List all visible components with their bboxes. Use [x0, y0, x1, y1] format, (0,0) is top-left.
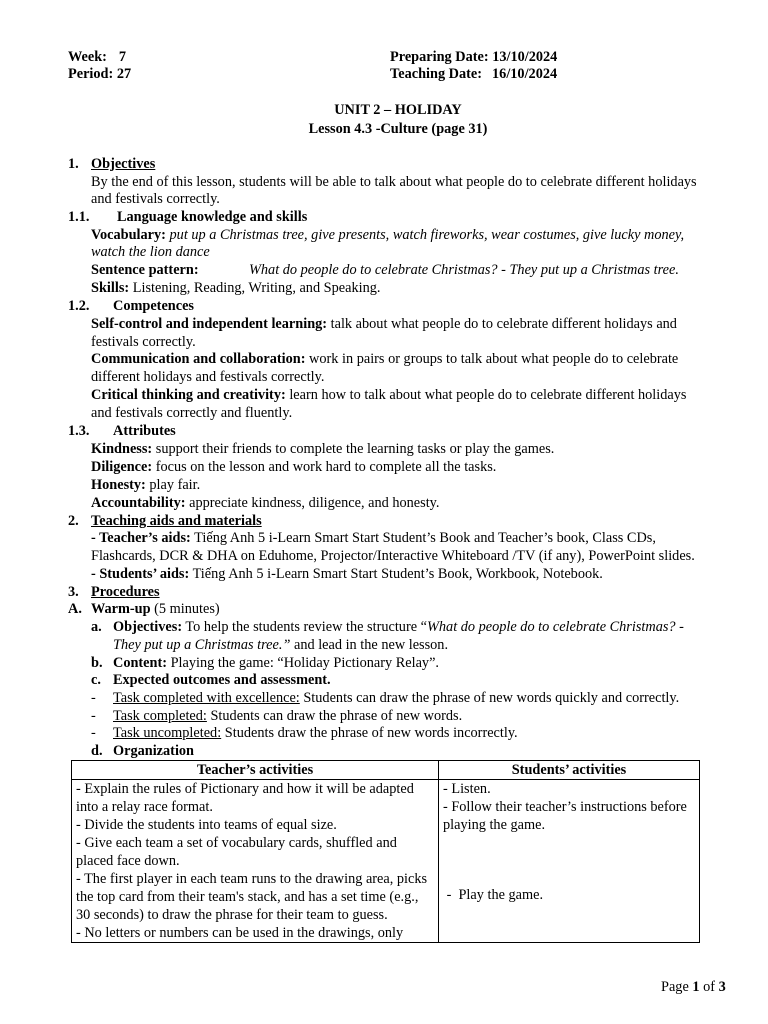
- table-header-row: [72, 761, 700, 780]
- attribute-diligence: Diligence: focus on the lesson and work hard to complete all the tasks.: [91, 459, 497, 475]
- warm-up-heading: Warm-up (5 minutes): [91, 601, 220, 617]
- section-number: 3.: [68, 584, 79, 600]
- subsection-number: 1.3.: [68, 423, 90, 439]
- students-activities-cell: [439, 780, 700, 943]
- section-number: 2.: [68, 513, 79, 529]
- spacer: [443, 834, 695, 886]
- subsection-heading-attributes: Attributes: [113, 423, 176, 439]
- bullet-dash: -: [91, 708, 96, 724]
- subsection-number: 1.2.: [68, 298, 90, 314]
- teacher-activity: - Give each team a set of vocabulary cards, shuffled and placed face down.: [76, 835, 397, 869]
- vocabulary-line: watch the lion dance: [91, 244, 210, 260]
- student-activity: - Play the game.: [443, 887, 544, 903]
- objectives-intro: and festivals correctly.: [91, 191, 220, 207]
- teacher-activity: - Explain the rules of Pictionary and how it will be adapted into a relay race format.: [76, 781, 414, 815]
- teacher-aids: - Teacher’s aids: Tiếng Anh 5 i-Learn Smart Start Student’s Book and Teacher’s book, Class CDs,: [91, 530, 656, 546]
- subsection-number: 1.1.: [68, 209, 90, 225]
- student-activity: - Listen.: [443, 781, 491, 797]
- item-letter: c.: [91, 672, 101, 688]
- competence-self-control: Self-control and independent learning: talk about what people do to celebrate different holidays and: [91, 316, 677, 332]
- competence-communication: Communication and collaboration: work in pairs or groups to talk about what people do to celebrate: [91, 351, 679, 367]
- organization-heading: Organization: [113, 743, 195, 759]
- teacher-activity: - Divide the students into teams of equal size.: [76, 817, 337, 833]
- teaching-date: Teaching Date: 16/10/2024: [390, 66, 558, 82]
- warm-up-objectives: Objectives: To help the students review the structure “What do people do to celebrate Christmas? -: [113, 619, 684, 635]
- teacher-aids: Flashcards, DCR & DHA on Eduhome, Projector/Interactive Whiteboard /TV (if any), PowerPoint slides.: [91, 548, 695, 564]
- attribute-accountability: Accountability: appreciate kindness, diligence, and honesty.: [91, 495, 440, 511]
- section-number: 1.: [68, 156, 79, 172]
- bullet-dash: -: [91, 690, 96, 706]
- students-aids: - Students’ aids: Tiếng Anh 5 i-Learn Smart Start Student’s Book, Workbook, Notebook.: [91, 566, 603, 582]
- subsection-heading-language: Language knowledge and skills: [117, 209, 308, 225]
- vocabulary-line: Vocabulary: put up a Christmas tree, give presents, watch fireworks, wear costumes, give lucky money,: [91, 227, 685, 243]
- item-letter: b.: [91, 655, 103, 671]
- stage-letter: A.: [68, 601, 82, 617]
- section-heading-procedures: Procedures: [91, 584, 160, 600]
- competence-communication: different holidays and festivals correctly.: [91, 369, 325, 385]
- bullet-dash: -: [91, 725, 96, 741]
- objectives-intro: By the end of this lesson, students will be able to talk about what people do to celebrate different holidays: [91, 174, 697, 190]
- page-number: Page 1 of 3: [661, 979, 726, 995]
- expected-outcomes-heading: Expected outcomes and assessment.: [113, 672, 331, 688]
- lesson-title: Lesson 4.3 -Culture (page 31): [308, 121, 488, 137]
- outcome-excellence: Task completed with excellence: Students can draw the phrase of new words quickly and correctly.: [113, 690, 680, 706]
- outcome-uncompleted: Task uncompleted: Students draw the phrase of new words incorrectly.: [113, 725, 518, 741]
- col-header-teacher: Teacher’s activities: [72, 761, 439, 780]
- item-letter: a.: [91, 619, 102, 635]
- subsection-heading-competences: Competences: [113, 298, 194, 314]
- col-header-students: Students’ activities: [439, 761, 700, 780]
- period: Period: 27: [68, 66, 132, 82]
- item-letter: d.: [91, 743, 103, 759]
- section-heading-objectives: Objectives: [91, 156, 156, 172]
- competence-self-control: festivals correctly.: [91, 334, 196, 350]
- unit-title: UNIT 2 – HOLIDAY: [334, 102, 462, 118]
- warm-up-objectives: They put up a Christmas tree.” and lead in the new lesson.: [113, 637, 449, 653]
- competence-critical-thinking: Critical thinking and creativity: learn how to talk about what people do to celebrate different holidays: [91, 387, 687, 403]
- sentence-pattern-label: Sentence pattern:: [91, 262, 199, 278]
- attribute-honesty: Honesty: play fair.: [91, 477, 201, 493]
- attribute-kindness: Kindness: support their friends to complete the learning tasks or play the games.: [91, 441, 555, 457]
- teacher-activity: - The first player in each team runs to the drawing area, picks the top card from their team's stack, and has a set time (e.g., 30 seconds) to draw the phrase for their team to guess.: [76, 871, 428, 923]
- teacher-activity: - No letters or numbers can be used in the drawings, only: [76, 925, 404, 941]
- organization-table: [71, 760, 700, 943]
- sentence-pattern-text: What do people do to celebrate Christmas? - They put up a Christmas tree.: [249, 262, 679, 278]
- table-row: [72, 780, 700, 943]
- week: Week: 7: [68, 49, 127, 65]
- warm-up-content: Content: Playing the game: “Holiday Pictionary Relay”.: [113, 655, 439, 671]
- competence-critical-thinking: and festivals correctly and fluently.: [91, 405, 293, 421]
- section-heading-aids: Teaching aids and materials: [91, 513, 262, 529]
- outcome-completed: Task completed: Students can draw the phrase of new words.: [113, 708, 463, 724]
- skills-line: Skills: Listening, Reading, Writing, and Speaking.: [91, 280, 381, 296]
- student-activity: - Follow their teacher’s instructions before playing the game.: [443, 799, 687, 833]
- teacher-activities-cell: [72, 780, 439, 943]
- preparing-date: Preparing Date: 13/10/2024: [390, 49, 558, 65]
